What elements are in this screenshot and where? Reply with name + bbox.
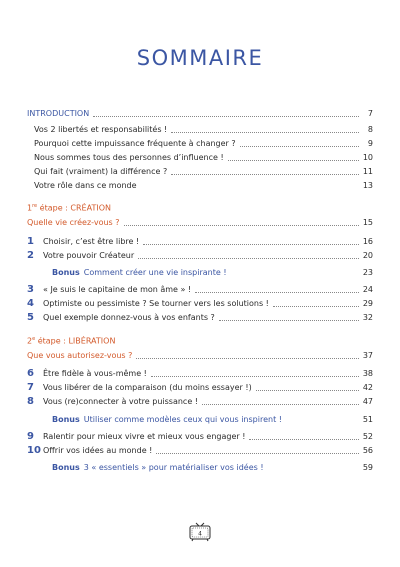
chapter-label: Quel exemple donnez-vous à vos enfants ? [43, 313, 215, 322]
page-title: SOMMAIRE [136, 46, 264, 70]
bonus-page: 59 [362, 463, 373, 472]
chapter-label: Votre pouvoir Créateur [43, 251, 135, 260]
chapter-page: 16 [362, 237, 373, 246]
toc-entry[interactable] [27, 123, 373, 135]
toc-chapter[interactable] [27, 235, 373, 247]
chapter-page: 56 [362, 446, 373, 455]
toc-intro-page: 7 [367, 109, 373, 118]
chapter-label: Optimiste ou pessimiste ? Se tourner vers les solutions ! [43, 299, 269, 308]
bonus-tag: Bonus [52, 415, 80, 424]
chapter-number: 1 [27, 236, 34, 247]
leader-dots [156, 453, 358, 454]
chapter-number: 10 [27, 445, 41, 456]
toc-chapter[interactable] [27, 311, 373, 323]
chapter-page: 24 [362, 285, 373, 294]
step1-question-label: Quelle vie créez-vous ? [27, 218, 120, 227]
chapter-page: 38 [362, 369, 373, 378]
step1-question[interactable] [27, 216, 373, 228]
leader-dots [273, 306, 359, 307]
leader-dots [171, 174, 359, 175]
chapter-label: Vous libérer de la comparaison (du moins essayer !) [43, 383, 252, 392]
chapter-page: 29 [362, 299, 373, 308]
toc-entry-label: Nous sommes tous des personnes d’influence ! [34, 153, 224, 162]
toc-entry-label: Qui fait (vraiment) la différence ? [34, 167, 168, 176]
bonus-page: 51 [362, 415, 373, 424]
page-number-badge [187, 522, 213, 542]
leader-dots [124, 225, 359, 226]
toc-intro-label: INTRODUCTION [27, 109, 90, 118]
chapter-page: 52 [362, 432, 373, 441]
leader-dots [228, 160, 359, 161]
toc-chapter[interactable] [27, 381, 373, 393]
leader-dots [240, 146, 359, 147]
chapter-label: « Je suis le capitaine de mon âme » ! [43, 285, 192, 294]
step1-question-page: 15 [362, 218, 373, 227]
toc-chapter[interactable] [27, 283, 373, 295]
leader-dots [138, 258, 359, 259]
toc-entry-page: 9 [367, 139, 373, 148]
chapter-label: Ralentir pour mieux vivre et mieux vous engager ! [43, 432, 246, 441]
chapter-label: Choisir, c’est être libre ! [43, 237, 140, 246]
toc-entry-page: 10 [362, 153, 373, 162]
toc-chapter[interactable] [27, 367, 373, 379]
toc-intro[interactable] [27, 107, 373, 119]
toc-chapter[interactable] [27, 430, 373, 442]
step1-heading-text: étape : CRÉATION [37, 203, 111, 213]
step2-question-page: 37 [362, 351, 373, 360]
toc-entry[interactable] [27, 137, 373, 149]
toc-bonus[interactable] [27, 461, 373, 473]
leader-dots [136, 358, 358, 359]
chapter-number: 5 [27, 312, 34, 323]
bonus-label: Comment créer une vie inspirante ! [83, 268, 227, 277]
chapter-page: 20 [362, 251, 373, 260]
step2-ordinal-sup: e [32, 336, 36, 342]
chapter-page: 32 [362, 313, 373, 322]
toc-entry-page: 13 [362, 181, 373, 190]
step1-ordinal: 1 [27, 203, 33, 213]
bonus-label: 3 « essentiels » pour matérialiser vos idées ! [83, 463, 264, 472]
toc-chapter[interactable] [27, 395, 373, 407]
leader-dots [143, 244, 359, 245]
chapter-label: Être fidèle à vous-même ! [43, 369, 147, 378]
toc-entry-label: Pourquoi cette impuissance fréquente à changer ? [34, 139, 236, 148]
leader-dots [151, 376, 359, 377]
chapter-number: 3 [27, 284, 34, 295]
step2-question[interactable] [27, 349, 373, 361]
step2-heading [27, 336, 115, 346]
leader-dots [171, 132, 359, 133]
toc-entry[interactable] [27, 165, 373, 177]
leader-dots [256, 390, 359, 391]
bonus-label: Utiliser comme modèles ceux qui vous inspirent ! [83, 415, 282, 424]
chapter-number: 7 [27, 382, 34, 393]
toc-entry[interactable] [27, 151, 373, 163]
chapter-number: 6 [27, 368, 34, 379]
toc-entry-page: 11 [362, 167, 373, 176]
toc-chapter[interactable] [27, 297, 373, 309]
leader-dots [195, 292, 359, 293]
tv-icon [187, 522, 213, 542]
step1-heading [27, 203, 111, 213]
chapter-page: 47 [362, 397, 373, 406]
chapter-number: 8 [27, 396, 34, 407]
chapter-label: Offrir vos idées au monde ! [43, 446, 153, 455]
step2-heading-text: étape : LIBÉRATION [35, 336, 116, 346]
toc-chapter[interactable] [27, 249, 373, 261]
step1-ordinal-sup: re [32, 203, 38, 209]
chapter-number: 2 [27, 250, 34, 261]
leader-dots [249, 439, 358, 440]
toc-entry-label: Vos 2 libertés et responsabilités ! [34, 125, 168, 134]
step2-question-label: Que vous autorisez-vous ? [27, 351, 133, 360]
bonus-tag: Bonus [52, 463, 80, 472]
toc-entry-label: Votre rôle dans ce monde [34, 181, 137, 190]
leader-dots [219, 320, 359, 321]
leader-dots [202, 404, 359, 405]
bonus-page: 23 [362, 268, 373, 277]
leader-dots [93, 116, 359, 117]
chapter-number: 4 [27, 298, 34, 309]
chapter-number: 9 [27, 431, 34, 442]
step2-ordinal: 2 [27, 336, 33, 346]
page-number: 4 [198, 530, 202, 538]
toc-bonus[interactable] [27, 266, 373, 278]
toc-entry[interactable] [27, 179, 373, 191]
toc-chapter[interactable] [27, 444, 373, 456]
bonus-tag: Bonus [52, 268, 80, 277]
toc-entry-page: 8 [367, 125, 373, 134]
chapter-page: 42 [362, 383, 373, 392]
chapter-label: Vous (re)connecter à votre puissance ! [43, 397, 198, 406]
toc-bonus[interactable] [27, 413, 373, 425]
